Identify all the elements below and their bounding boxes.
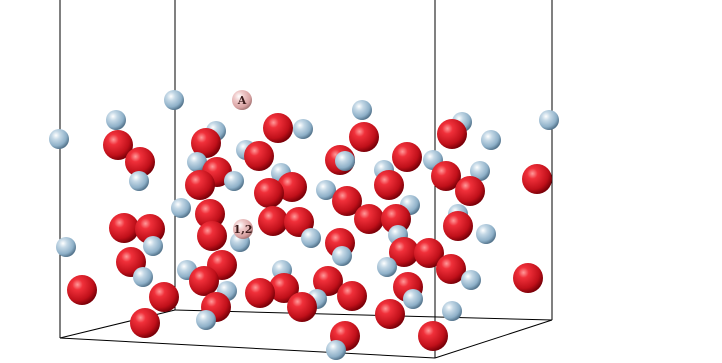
hydrogen-atom: [171, 198, 191, 218]
cell-edge: [175, 310, 552, 320]
oxygen-atom: [392, 142, 422, 172]
cell-edge: [435, 320, 552, 358]
hydrogen-atom: [224, 171, 244, 191]
hydrogen-atom: [164, 90, 184, 110]
oxygen-atom: [437, 119, 467, 149]
labeled-atom-12: [233, 219, 253, 239]
oxygen-atom: [189, 266, 219, 296]
hydrogen-atom: [49, 129, 69, 149]
hydrogen-atom: [403, 289, 423, 309]
hydrogen-atom: [377, 257, 397, 277]
oxygen-atom: [254, 178, 284, 208]
oxygen-atom: [197, 221, 227, 251]
hydrogen-atom: [129, 171, 149, 191]
hydrogen-atom: [196, 310, 216, 330]
hydrogen-atom: [442, 301, 462, 321]
hydrogen-atom: [56, 237, 76, 257]
oxygen-atom: [258, 206, 288, 236]
hydrogen-atom: [133, 267, 153, 287]
hydrogen-atom: [352, 100, 372, 120]
atoms: [49, 90, 559, 360]
hydrogen-atom: [301, 228, 321, 248]
oxygen-atom: [287, 292, 317, 322]
hydrogen-atom: [326, 340, 346, 360]
hydrogen-atom: [481, 130, 501, 150]
oxygen-atom: [374, 170, 404, 200]
oxygen-atom: [513, 263, 543, 293]
oxygen-atom: [375, 299, 405, 329]
hydrogen-atom: [476, 224, 496, 244]
oxygen-atom: [349, 122, 379, 152]
oxygen-atom: [443, 211, 473, 241]
oxygen-atom: [455, 176, 485, 206]
oxygen-atom: [263, 113, 293, 143]
oxygen-atom: [522, 164, 552, 194]
oxygen-atom: [244, 141, 274, 171]
labeled-atom-a: [232, 90, 252, 110]
hydrogen-atom: [539, 110, 559, 130]
oxygen-atom: [185, 170, 215, 200]
oxygen-atom: [130, 308, 160, 338]
atom-label-12: 1,2: [233, 223, 253, 236]
oxygen-atom: [245, 278, 275, 308]
hydrogen-atom: [143, 236, 163, 256]
oxygen-atom: [149, 282, 179, 312]
oxygen-atom: [354, 204, 384, 234]
hydrogen-atom: [293, 119, 313, 139]
cell-edge: [60, 338, 435, 358]
atom-label-a: A: [237, 94, 247, 107]
hydrogen-atom: [106, 110, 126, 130]
hydrogen-atom: [335, 151, 355, 171]
oxygen-atom: [337, 281, 367, 311]
oxygen-atom: [418, 321, 448, 351]
oxygen-atom: [109, 213, 139, 243]
hydrogen-atom: [461, 270, 481, 290]
hydrogen-atom: [332, 246, 352, 266]
oxygen-atom: [67, 275, 97, 305]
